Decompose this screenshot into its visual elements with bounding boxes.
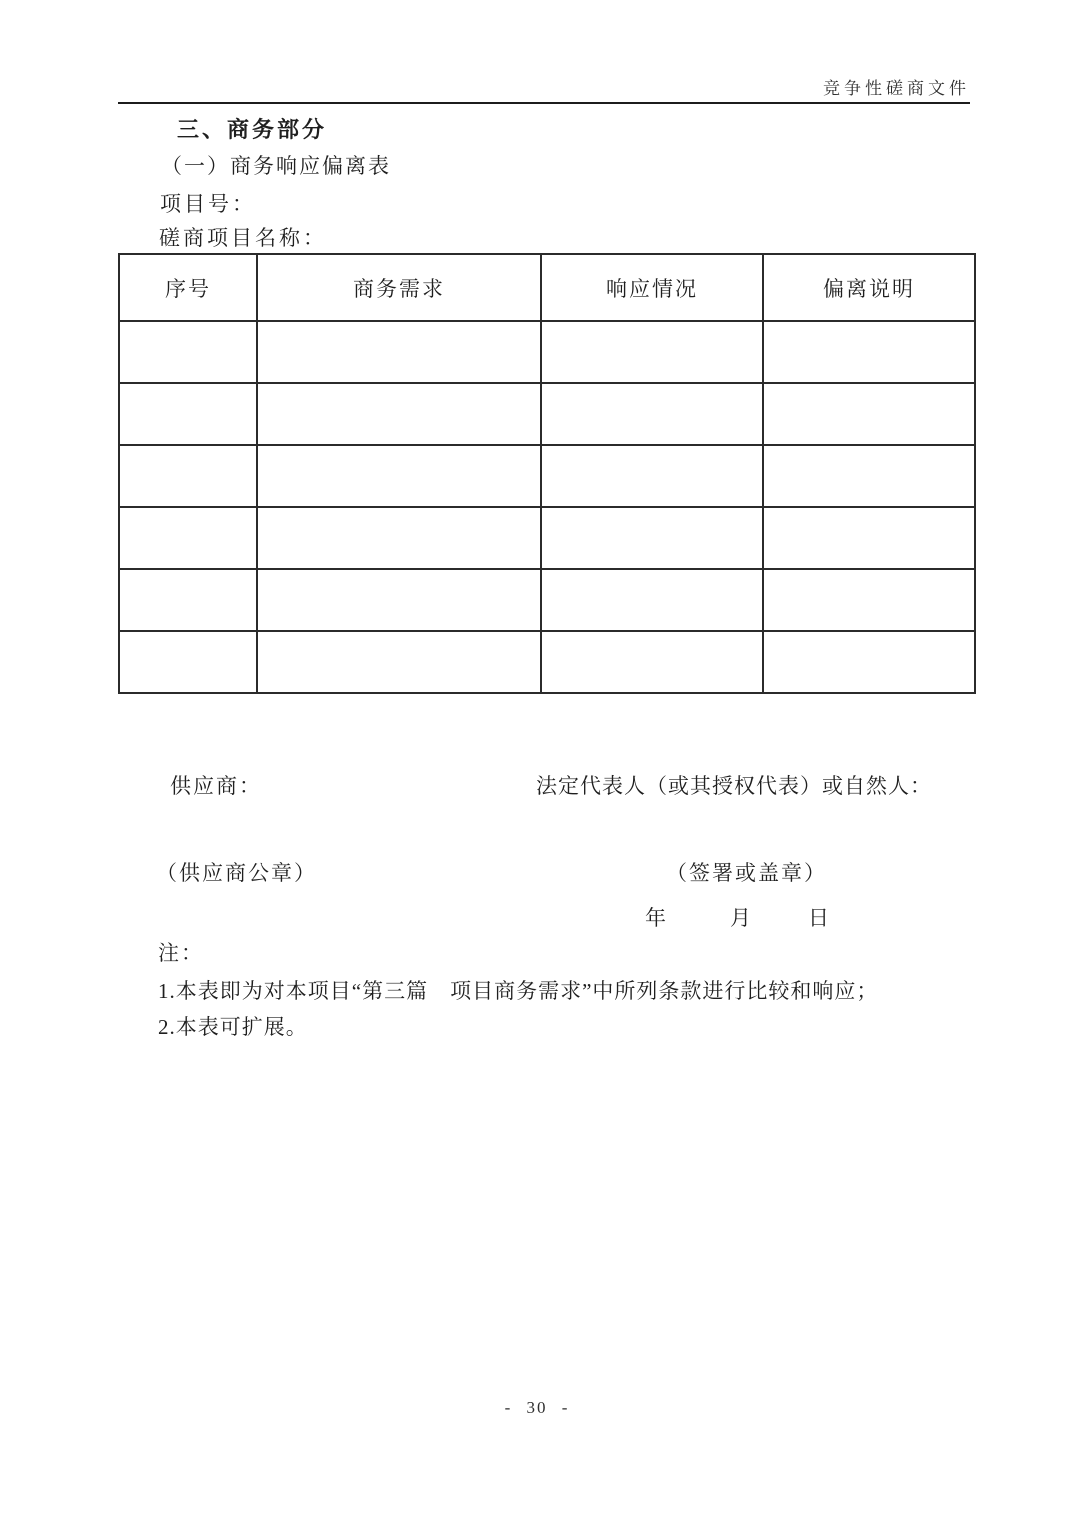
table-header-deviation-note: 偏离说明 bbox=[763, 254, 975, 321]
table-cell bbox=[763, 569, 975, 631]
note-item-1: 1.本表即为对本项目“第三篇 项目商务需求”中所列条款进行比较和响应； bbox=[158, 979, 879, 1003]
table-cell bbox=[119, 507, 257, 569]
note-item-2: 2.本表可扩展。 bbox=[158, 1015, 308, 1039]
table-cell bbox=[763, 383, 975, 445]
document-header-title: 竞争性磋商文件 bbox=[823, 79, 970, 98]
table-cell bbox=[763, 631, 975, 693]
table-row bbox=[119, 507, 975, 569]
table-cell bbox=[541, 383, 763, 445]
table-cell bbox=[257, 321, 541, 383]
notes-label: 注： bbox=[158, 941, 204, 965]
table-cell bbox=[257, 569, 541, 631]
table-row bbox=[119, 569, 975, 631]
header-divider-line bbox=[118, 102, 970, 104]
legal-representative-label: 法定代表人（或其授权代表）或自然人： bbox=[536, 774, 932, 798]
table-row bbox=[119, 321, 975, 383]
table-header-response-status: 响应情况 bbox=[541, 254, 763, 321]
table-cell bbox=[763, 507, 975, 569]
negotiation-project-name-label: 磋商项目名称： bbox=[159, 226, 327, 250]
table-cell bbox=[541, 631, 763, 693]
table-cell bbox=[541, 569, 763, 631]
table-cell bbox=[119, 445, 257, 507]
table-cell bbox=[257, 631, 541, 693]
supplier-seal-label: （供应商公章） bbox=[156, 861, 317, 885]
project-number-label: 项目号： bbox=[160, 192, 256, 216]
table-header-business-requirement: 商务需求 bbox=[257, 254, 541, 321]
table-header-seq: 序号 bbox=[119, 254, 257, 321]
date-year-label: 年 bbox=[645, 906, 668, 930]
table-cell bbox=[119, 631, 257, 693]
sign-or-seal-label: （签署或盖章） bbox=[666, 861, 827, 885]
table-body bbox=[119, 321, 975, 693]
date-month-label: 月 bbox=[730, 906, 753, 930]
table-row bbox=[119, 383, 975, 445]
table-row bbox=[119, 631, 975, 693]
table-row bbox=[119, 445, 975, 507]
table-cell bbox=[257, 445, 541, 507]
table-cell bbox=[541, 321, 763, 383]
table-cell bbox=[763, 321, 975, 383]
subsection-title: （一）商务响应偏离表 bbox=[161, 154, 391, 178]
table-cell bbox=[119, 383, 257, 445]
business-response-deviation-table bbox=[118, 253, 976, 694]
table-cell bbox=[763, 445, 975, 507]
table-header-row bbox=[119, 254, 975, 321]
table-cell bbox=[541, 445, 763, 507]
table-cell bbox=[119, 321, 257, 383]
page-number: - 30 - bbox=[504, 1398, 570, 1417]
table-cell bbox=[257, 383, 541, 445]
section-title: 三、商务部分 bbox=[177, 117, 328, 142]
table-cell bbox=[257, 507, 541, 569]
date-day-label: 日 bbox=[808, 906, 831, 930]
table-cell bbox=[119, 569, 257, 631]
table-cell bbox=[541, 507, 763, 569]
supplier-label: 供应商： bbox=[170, 774, 262, 798]
